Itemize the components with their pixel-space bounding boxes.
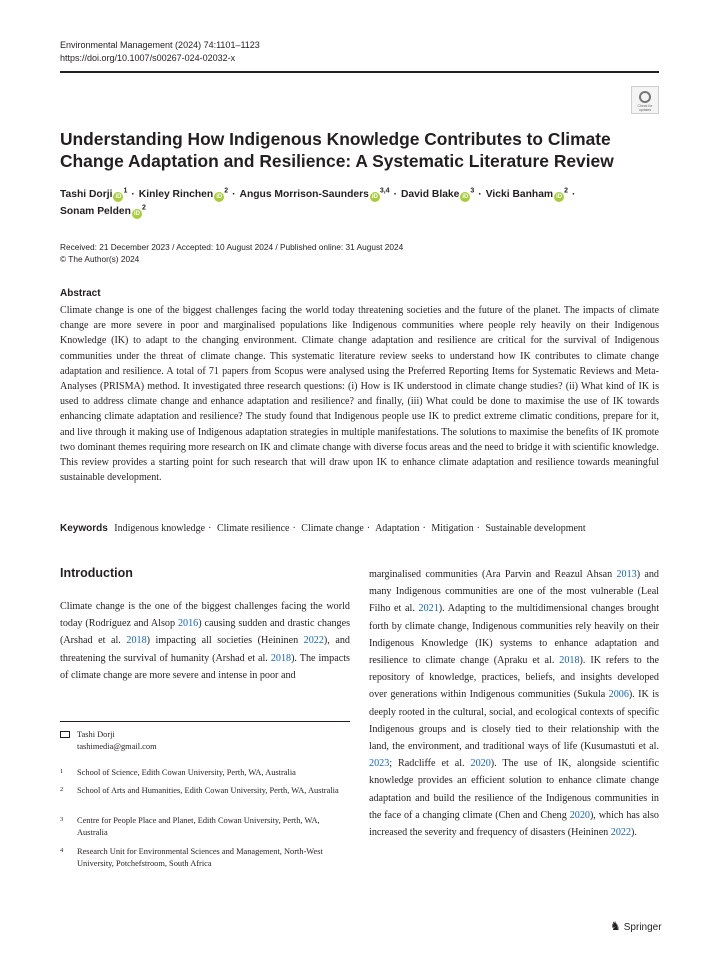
body-text: ). IK is deeply rooted in the cultural, social, and ecological contexts of specific Indigenous groups and is closely tied to their relationship with the land, the environment, and traditional ways of life (Kusumastuti et al.	[369, 689, 659, 753]
citation-link[interactable]: 2023	[369, 758, 390, 770]
author-affiliation-ref: 2	[141, 204, 146, 212]
orcid-icon[interactable]: iD	[216, 194, 223, 200]
springer-horse-icon: ♞	[610, 919, 621, 933]
author[interactable]	[139, 189, 228, 200]
keyword: Sustainable development	[485, 523, 586, 534]
corresponding-name: Tashi Dorji	[77, 730, 115, 739]
body-text: ) and many Indigenous communities are one of the most vulnerable (Leal Filho et al.	[369, 569, 659, 615]
corresponding-email[interactable]: tashimedia@gmail.com	[77, 742, 157, 751]
publication-dates	[60, 241, 403, 265]
envelope-icon	[60, 731, 70, 738]
citation-link[interactable]: 2021	[418, 603, 439, 615]
footnote-rule	[60, 721, 350, 722]
keyword: Adaptation	[375, 523, 420, 534]
body-text: marginalised communities (Ara Parvin and Reazul Ahsan	[369, 569, 617, 580]
abstract-text: Climate change is one of the biggest challenges facing the world today threatening societies and the future of the planet. The impacts of climate change are more severe in poor and marginalised populations like Indigenous communities where people rely heavily on their Indigenous Knowledge (IK) to adapt to the changing environment. Climate change adaptation and resilience are critical for the survival of Indigenous communities under the threat of climate change. This systematic literature review seeks to understand how IK contributes to climate change adaptation and resilience. A total of 71 papers from Scopus were analysed using the Preferred Reporting Items for Systematic Reviews and Meta-Analyses (PRISMA) method. It investigated three research questions: (i) How is IK understood in climate change studies? (ii) What kind of IK is used to address climate change and enhance adaptation and resilience? and finally, (iii) What could be done to maximise the use of IK towards enhancing climate adaptation and resilience? The study found that Indigenous people use IK to predict extreme climatic conditions, prepare for it, and live through it making use of Indigenous adaptation strategies in multiple manifestations. The solutions to maximise the benefits of IK promote two dominant themes requiring more research on IK and climate change with diverse focus areas and the need to bridge it with scientific knowledge. This review provides a starting point for such research that will draw upon IK to enhance climate adaptation and resilience towards meaningful sustainable development.	[60, 305, 659, 484]
corresponding-author	[60, 729, 157, 753]
affiliation-text: Research Unit for Environmental Sciences and Management, North-West University, Potchefstroom, South Africa	[77, 847, 323, 868]
citation-link[interactable]: 2013	[616, 569, 637, 580]
citation-link[interactable]: 2020	[470, 758, 491, 770]
keywords: Keywords Indigenous knowledge · Climate resilience · Climate change · Adaptation · Mitigation · Sustainable development	[60, 523, 586, 534]
keyword: Climate resilience	[216, 523, 290, 534]
body-text: ). The use of IK, alongside scientific knowledge provides an efficient solution to enhance climate change adaptation and build the resilience of the Indigenous communities in the face of a changing climate (Chen and Cheng	[369, 758, 659, 821]
orcid-icon[interactable]: iD	[371, 194, 378, 200]
citation-link[interactable]: 2018	[270, 652, 292, 664]
abstract-heading: Abstract	[60, 288, 101, 299]
author[interactable]	[486, 189, 568, 200]
author[interactable]	[240, 189, 390, 200]
author-name: Angus Morrison-Saunders	[239, 189, 369, 200]
affiliation	[60, 815, 350, 839]
author-name: Tashi Dorji	[60, 189, 113, 200]
citation-link[interactable]: 2016	[177, 618, 199, 630]
citation-link[interactable]: 2022	[610, 827, 632, 839]
affiliation-number: 1	[60, 768, 64, 775]
orcid-icon[interactable]: iD	[115, 194, 122, 200]
journal-header	[60, 39, 260, 65]
keyword: Climate change	[301, 523, 364, 534]
body-text: ). IK refers to the repository of knowledge, practices, beliefs, and insights developed over generations within Indigenous communities (Sukula	[369, 655, 660, 701]
author-name: Sonam Pelden	[60, 206, 131, 217]
author[interactable]	[60, 206, 146, 217]
author-affiliation-ref: 3,4	[379, 187, 390, 195]
orcid-icon[interactable]: iD	[133, 211, 140, 217]
author[interactable]	[401, 189, 474, 200]
orcid-icon[interactable]: iD	[462, 194, 469, 200]
affiliation	[60, 785, 350, 797]
body-text: ). Adapting to the multidimensional changes brought forth by climate change, Indigenous communities rely heavily on their Indigenous Knowledge (IK) systems to enhance adaptation and resilience to climate change (Apraku et al.	[369, 603, 660, 667]
history-dates: Received: 21 December 2023 / Accepted: 10 August 2024 / Published online: 31 August 2024	[60, 242, 404, 252]
body-text: ). The impacts of climate change are more severe and intense in poor and	[60, 652, 350, 681]
affiliation-text: School of Arts and Humanities, Edith Cowan University, Perth, WA, Australia	[77, 786, 339, 795]
author-name: Kinley Rinchen	[138, 189, 214, 200]
body-text: ), which has also increased the severity and frequency of disasters (Heininen	[369, 809, 659, 839]
doi-link[interactable]: https://doi.org/10.1007/s00267-024-02032-x	[60, 53, 236, 63]
author-list: Tashi Dorji iD$^1$ · Kinley Rinchen iD$^2$ · Angus Morrison-Saunders iD$^{3,4}$ · David Blake iD$^3$ · Vicki Banham iD$^2$ · Sonam Pelden iD$^2$	[60, 187, 576, 217]
citation-link[interactable]: 2006	[608, 689, 629, 701]
affiliation	[60, 846, 350, 870]
citation-link[interactable]: 2022	[303, 635, 324, 647]
affiliation-number: 3	[60, 816, 64, 823]
keyword: Indigenous knowledge	[114, 523, 206, 534]
copyright-line: © The Author(s) 2024	[60, 254, 140, 264]
citation-link[interactable]: 2018	[126, 635, 147, 647]
body-text: Climate change is the one of the biggest challenges facing the world today (Rodríguez and Alsop	[60, 601, 350, 630]
author-affiliation-ref: 3	[470, 187, 475, 195]
affiliation-number: 2	[60, 786, 64, 793]
citation-link[interactable]: 2020	[569, 809, 590, 821]
author[interactable]	[60, 189, 127, 200]
citation-link[interactable]: 2018	[559, 655, 580, 667]
introduction-right-column	[369, 566, 659, 841]
article-title: Understanding How Indigenous Knowledge Contributes to Climate Change Adaptation and Resilience: A Systematic Literature Review	[60, 129, 614, 171]
body-text: ).	[631, 827, 637, 839]
body-text: ; Radcliffe et al.	[389, 758, 471, 770]
body-text: ), and threatening the survival of humanity (Arshad et al.	[60, 635, 350, 664]
crossmark-label: Check for updates	[637, 104, 653, 112]
affiliation-number: 4	[60, 847, 64, 854]
keyword: Mitigation	[431, 523, 474, 534]
publisher-logo	[610, 919, 662, 935]
introduction-heading: Introduction	[60, 566, 133, 580]
affiliation-text: Centre for People Place and Planet, Edith Cowan University, Perth, WA, Australia	[77, 816, 320, 837]
crossmark-icon	[639, 91, 651, 103]
body-text: ) causing sudden and drastic changes (Arshad et al.	[60, 618, 351, 647]
author-name: Vicki Banham	[485, 189, 554, 200]
author-affiliation-ref: 2	[224, 187, 229, 195]
affiliation-text: School of Science, Edith Cowan University, Perth, WA, Australia	[77, 768, 296, 777]
publisher-name: Springer	[623, 922, 662, 933]
journal-citation: Environmental Management (2024) 74:1101–1123	[60, 40, 260, 50]
author-affiliation-ref: 1	[123, 187, 128, 195]
orcid-icon[interactable]: iD	[556, 194, 563, 200]
header-rule	[60, 71, 659, 73]
body-text: ) impacting all societies (Heininen	[146, 635, 304, 647]
introduction-left-column	[60, 598, 350, 684]
author-name: David Blake	[401, 189, 460, 200]
crossmark-badge[interactable]	[631, 86, 659, 114]
affiliation	[60, 767, 350, 779]
author-affiliation-ref: 2	[564, 187, 568, 195]
keywords-label: Keywords	[60, 523, 108, 534]
